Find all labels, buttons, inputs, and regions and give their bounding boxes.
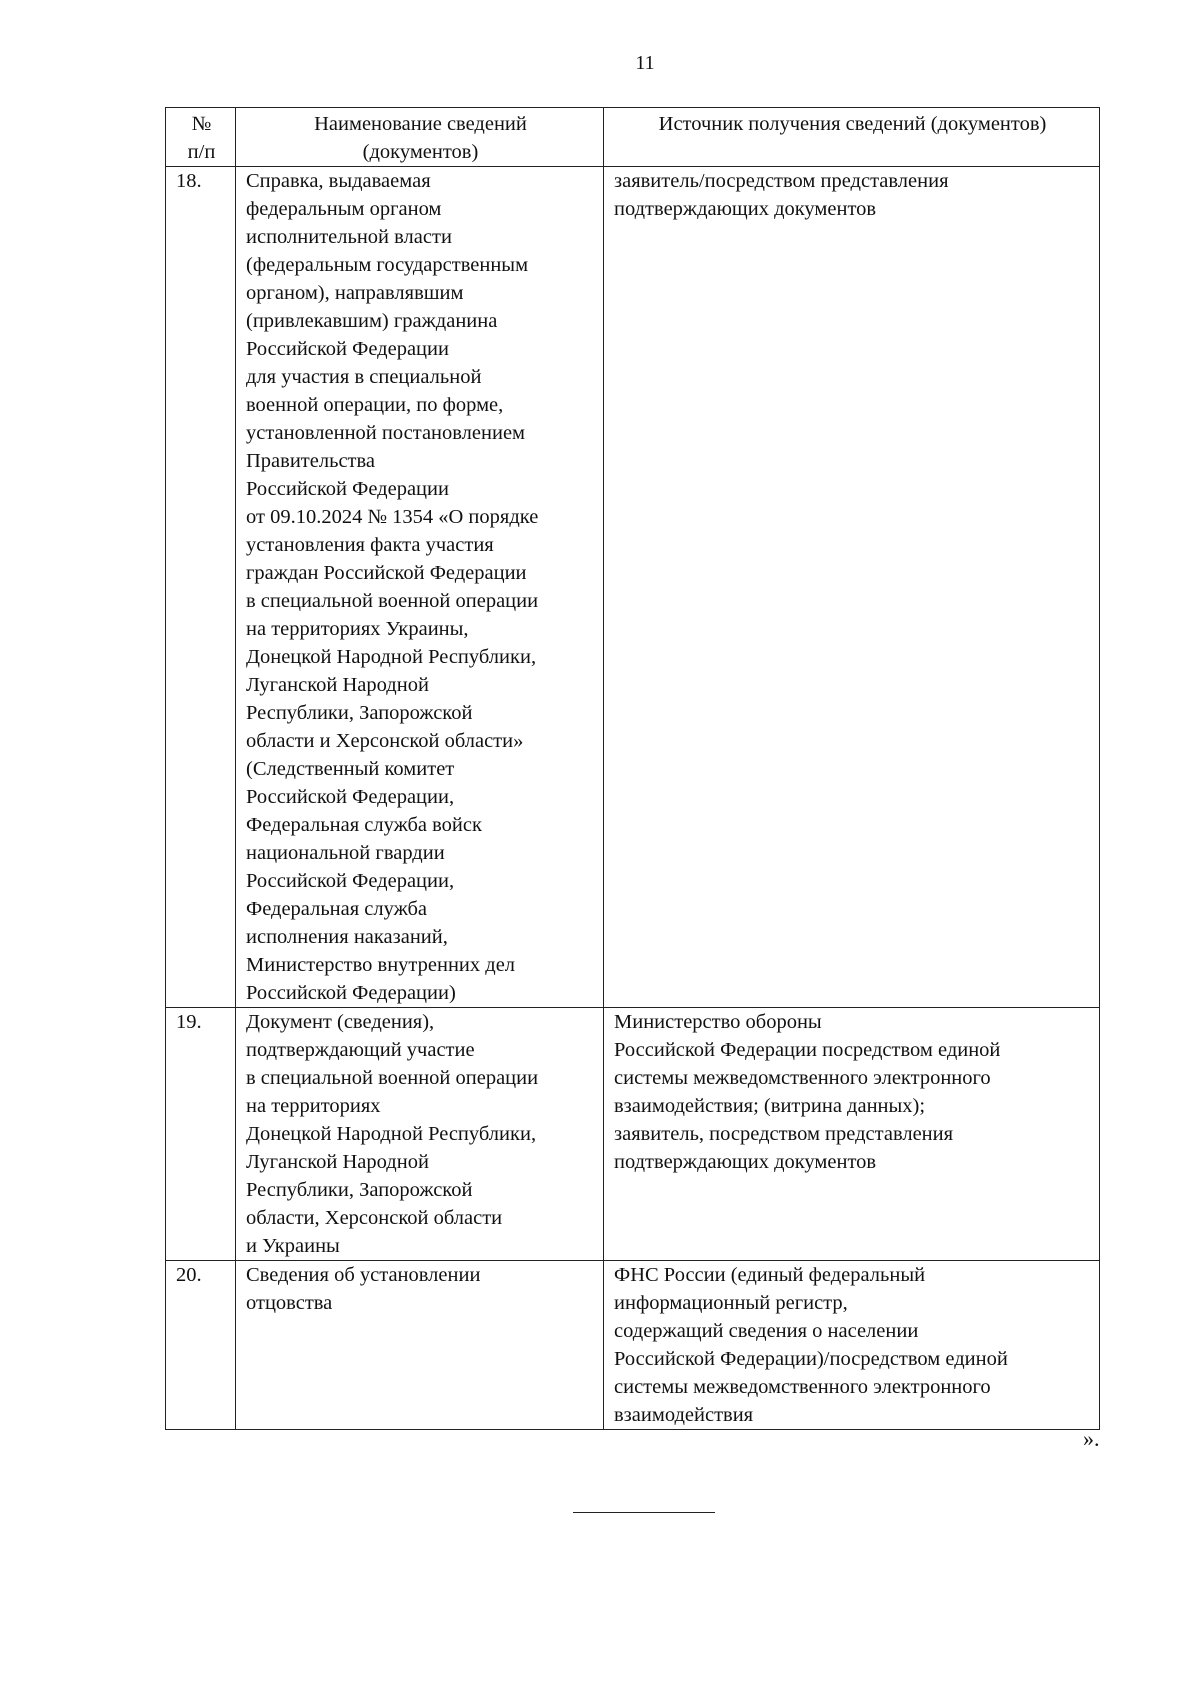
separator-line <box>573 1512 715 1513</box>
table-row <box>166 1261 1100 1430</box>
header-number: № п/п <box>166 108 236 167</box>
row-number: 18. <box>166 167 236 1008</box>
table-header-row <box>166 108 1100 167</box>
row-source: Министерство обороны Российской Федерации посредством единой системы межведомственного электронного взаимодействия; (витрина данных); заявитель, посредством представления подтверждающих документов <box>604 1008 1100 1261</box>
row-source: ФНС России (единый федеральный информационный регистр, содержащий сведения о населении Российской Федерации)/посредством единой системы межведомственного электронного взаимодействия <box>604 1261 1100 1430</box>
row-source: заявитель/посредством представления подтверждающих документов <box>604 167 1100 1008</box>
row-number: 20. <box>166 1261 236 1430</box>
row-number: 19. <box>166 1008 236 1261</box>
header-source: Источник получения сведений (документов) <box>604 108 1100 167</box>
table-row <box>166 1008 1100 1261</box>
row-document-name: Документ (сведения), подтверждающий участие в специальной военной операции на территориях Донецкой Народной Республики, Луганской Народной Республики, Запорожской области, Херсонской области и Украины <box>236 1008 604 1261</box>
documents-table <box>165 107 1100 1430</box>
closing-quote-mark: ». <box>1083 1426 1100 1451</box>
row-document-name: Сведения об установлении отцовства <box>236 1261 604 1430</box>
header-document-name: Наименование сведений (документов) <box>236 108 604 167</box>
table-row <box>166 167 1100 1008</box>
page-number: 11 <box>635 52 655 74</box>
row-document-name: Справка, выдаваемая федеральным органом исполнительной власти (федеральным государственным органом), направлявшим (привлекавшим) гражданина Российской Федерации для участия в специальной военной операции, по форме, установленной постановлением Правительства Российской Федерации от 09.10.2024 № 1354 «О порядке установления факта участия граждан Российской Федерации в специальной военной операции на территориях Украины, Донецкой Народной Республики, Луганской Народной Республики, Запорожской области и Херсонской области» (Следственный комитет Российской Федерации, Федеральная служба войск национальной гвардии Российской Федерации, Федеральная служба исполнения наказаний, Министерство внутренних дел Российской Федерации) <box>236 167 604 1008</box>
